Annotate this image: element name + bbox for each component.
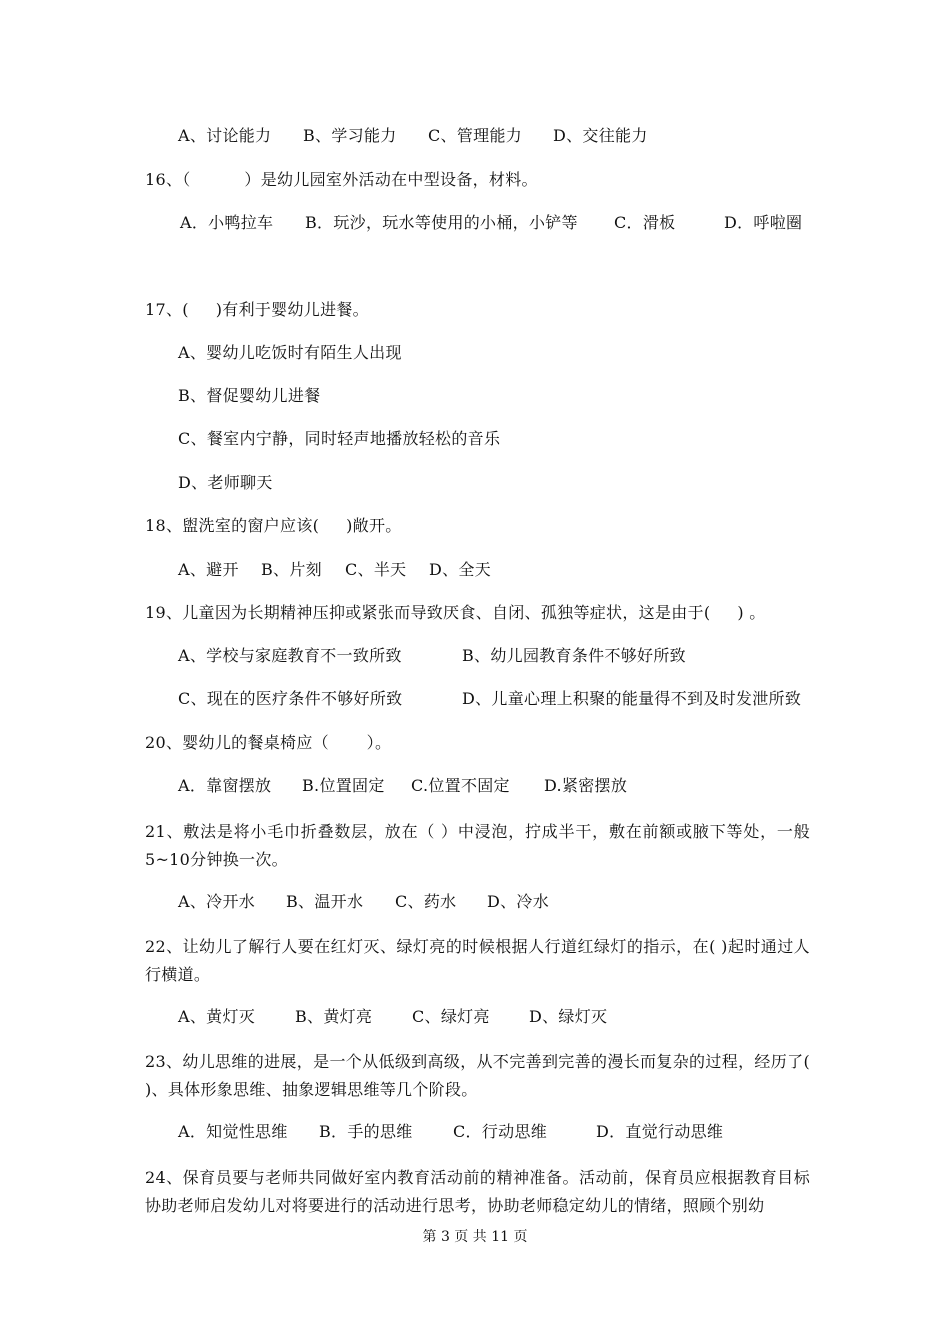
q23-option-d: D．直觉行动思维 xyxy=(596,1122,724,1141)
q18-stem: 18、盥洗室的窗户应该( )敞开。 xyxy=(145,516,402,535)
q20-option-c: C.位置不固定 xyxy=(411,776,510,795)
q20-option-a: A．靠窗摆放 xyxy=(178,776,272,795)
q21-option-b: B、温开水 xyxy=(286,892,364,911)
q19-option-b: B、幼儿园教育条件不够好所致 xyxy=(462,646,686,665)
q19-option-c: C、现在的医疗条件不够好所致 xyxy=(178,689,403,708)
q22-option-c: C、绿灯亮 xyxy=(412,1007,490,1026)
q15-option-a: A、讨论能力 xyxy=(178,126,272,145)
q23-option-b: B．手的思维 xyxy=(319,1122,413,1141)
q17-option-a: A、婴幼儿吃饭时有陌生人出现 xyxy=(178,343,402,362)
q18-option-c: C、半天 xyxy=(345,560,407,579)
q21-option-a: A、冷开水 xyxy=(178,892,256,911)
q17-stem: 17、( )有利于婴幼儿进餐。 xyxy=(145,300,369,319)
q16-option-a: A．小鸭拉车 xyxy=(180,213,274,232)
q19-option-d: D、儿童心理上积聚的能量得不到及时发泄所致 xyxy=(462,689,802,708)
q19-stem: 19、儿童因为长期精神压抑或紧张而导致厌食、自闭、孤独等症状，这是由于( ) 。 xyxy=(145,603,766,622)
q16-stem: 16、（ ）是幼儿园室外活动在中型设备，材料。 xyxy=(145,170,538,189)
q15-option-b: B、学习能力 xyxy=(303,126,397,145)
q20-stem: 20、婴幼儿的餐桌椅应（ ）。 xyxy=(145,733,392,752)
q21-option-c: C、药水 xyxy=(395,892,457,911)
q16-option-c: C．滑板 xyxy=(614,213,676,232)
q23-option-c: C．行动思维 xyxy=(453,1122,548,1141)
q17-option-c: C、餐室内宁静，同时轻声地播放轻松的音乐 xyxy=(178,429,501,448)
q21-option-d: D、冷水 xyxy=(487,892,550,911)
page-footer: 第 3 页 共 11 页 xyxy=(422,1229,528,1245)
q16-option-b: B．玩沙，玩水等使用的小桶，小铲等 xyxy=(305,213,578,232)
q20-option-b: B.位置固定 xyxy=(302,776,385,795)
q23-stem: 23、幼儿思维的进展，是一个从低级到高级，从不完善到完善的漫长而复杂的过程，经历了( )、具体形象思维、抽象逻辑思维等几个阶段。 xyxy=(145,1052,810,1099)
q18-option-b: B、片刻 xyxy=(261,560,322,579)
q22-stem: 22、让幼儿了解行人要在红灯灭、绿灯亮的时候根据人行道红绿灯的指示，在( )起时通过人行横道。 xyxy=(145,937,810,984)
q22-option-d: D、绿灯灭 xyxy=(529,1007,608,1026)
q20-option-d: D.紧密摆放 xyxy=(544,776,628,795)
q16-option-d: D．呼啦圈 xyxy=(724,213,803,232)
q15-option-d: D、交往能力 xyxy=(553,126,648,145)
q18-option-d: D、全天 xyxy=(429,560,492,579)
q17-option-d: D、老师聊天 xyxy=(178,473,273,492)
q23-option-a: A．知觉性思维 xyxy=(178,1122,288,1141)
q19-option-a: A、学校与家庭教育不一致所致 xyxy=(178,646,402,665)
q15-option-c: C、管理能力 xyxy=(428,126,523,145)
q17-option-b: B、督促婴幼儿进餐 xyxy=(178,386,321,405)
q22-option-b: B、黄灯亮 xyxy=(295,1007,373,1026)
q22-option-a: A、黄灯灭 xyxy=(178,1007,256,1026)
q18-option-a: A、避开 xyxy=(178,560,239,579)
q21-stem: 21、敷法是将小毛巾折叠数层，放在（ ）中浸泡，拧成半干，敷在前额或腋下等处，一般5~10分钟换一次。 xyxy=(145,822,810,869)
q24-stem: 24、保育员要与老师共同做好室内教育活动前的精神准备。活动前，保育员应根据教育目标协助老师启发幼儿对将要进行的活动进行思考，协助老师稳定幼儿的情绪，照顾个别幼 xyxy=(145,1168,810,1215)
